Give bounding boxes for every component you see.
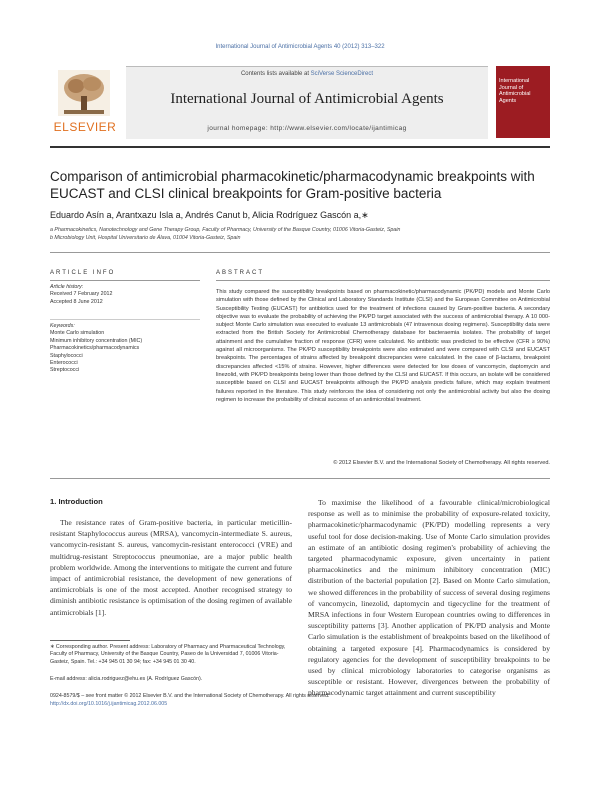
cover-title: International Journal of Antimicrobial Agents <box>499 78 531 104</box>
keyword-item: Streptococci <box>50 367 80 374</box>
intro-right-paragraph: To maximise the likelihood of a favourable clinical/microbiological response as well as to minimise the probability of exposure-related toxicity, pharmacokinetic/pharmacodynamic (PK/PD) modelling represents a very useful tool for dose decision-making. Use of Monte Carlo simulation provides an estimate of an antibiotic dosing regimen's probability of achieving the targeted pharmacodynamic exposure, given uncertainty in patient pharmacokinetics and the minimum inhibitory concentration (MIC) distribution of the bacterial population [2]. Based on Monte Carlo simulation, we showed differences in the probability of success of several dosing regimens of vancomycin, linezolid, daptomycin and tigecycline for the treatment of MRSA infections in four Western European countries owing to differences in susceptibility patterns [3]. Another application of PK/PD analysis and Monte Carlo simulation is the establishment of breakpoints based on the likelihood of obtaining a targeted exposure [4]. Pharmacodynamics is considered by regulatory agencies for the development of susceptibility breakpoints to be used by clinical microbiology laboratories to categorise organisms as susceptible or resistant. However, divergences between the probability of pharmacodynamic target attainment and current susceptibility <box>308 498 550 698</box>
footnote-rule <box>50 640 130 641</box>
article-history <box>50 284 200 306</box>
email-footnote[interactable] <box>50 676 292 683</box>
accepted-date: Accepted 8 June 2012 <box>50 298 103 305</box>
intro-left-paragraph: The resistance rates of Gram-positive bacteria, in particular meticillin-resistant Staphylococcus aureus (MRSA), vancomycin-intermediate S. aureus, vancomycin-resistant S. aureus, vancomycin-resistant enterococci (VRE) and multidrug-resistant Streptococcus pneumoniae, are a major public health problem worldwide. Among the interventions to mitigate the current and future impact of antimicrobial resistance, the development of new generations of antimicrobials is one of the most accepted. Another recognised strategy to diminish antibiotic resistance is optimisation of the dosing regimen of available antimicrobials [1]. <box>50 518 292 617</box>
doi-link[interactable]: http://dx.doi.org/10.1016/j.ijantimicag.2012.06.005 <box>50 701 168 707</box>
keyword-item: Staphylococci <box>50 352 83 359</box>
journal-cover-thumbnail <box>496 66 550 138</box>
author-list: Eduardo Asín a, Arantxazu Isla a, Andrés Canut b, Alicia Rodríguez Gascón a,∗ <box>50 210 369 220</box>
abstract-copyright: © 2012 Elsevier B.V. and the International Society of Chemotherapy. All rights reserved. <box>333 460 550 466</box>
contents-line <box>126 71 488 77</box>
sciencedirect-link[interactable]: SciVerse ScienceDirect <box>310 71 374 77</box>
keywords-label: Keywords: <box>50 323 75 329</box>
abstract-body: This study compared the susceptibility breakpoints based on pharmacokinetic/pharmacodynamic (PK/PD) models and Monte Carlo simulation with those defined by the Clinical and Laboratory Standards Institute (CLSI) and the European Committee on Antimicrobial Susceptibility Testing (EUCAST) for antibiotics used for the treatment of infections caused by Gram-positive bacteria. A secondary objective was to evaluate the probability of achieving the PK/PD target associated with the success of antimicrobial therapy. A 10 000-subject Monte Carlo simulation was executed to evaluate 13 antimicrobials (47 intravenous dosing regimens). Susceptibility data were extracted from the British Society for Antimicrobial Chemotherapy database for bacteraemia isolates. The probability of target attainment and the cumulative fraction of response (CFR) were calculated. No antibiotic was predicted to be effective (CFR ≥ 90%) against all microorganisms. The PK/PD susceptibility breakpoints were also estimated and were compared with CLSI and EUCAST breakpoints. The percentages of strains affected by breakpoint discrepancies were calculated. In the case of β-lactams, breakpoint discrepancies affected <15% of strains. However, higher differences were detected for low doses of vancomycin, daptomycin and linezolid, with PK/PD breakpoints being lower than those defined by the CLSI and EUCAST. If this occurs, an isolate will be considered susceptible based on CLSI and EUCAST breakpoints although the PK/PD analysis predicts failure, which may explain treatment failures reported in the literature. This study reinforces the idea of considering not only the antimicrobial activity but also the dosing regimen to increase the probability of clinical success of an antimicrobial treatment. <box>216 289 550 403</box>
introduction-heading: 1. Introduction <box>50 497 103 506</box>
affiliation-a: a Pharmacokinetics, Nanotechnology and Gene Therapy Group, Faculty of Pharmacy, University of the Basque Country, 01006 Vitoria-Gasteiz, Spain <box>50 227 401 233</box>
publisher-logo <box>50 66 120 138</box>
abstract-rule <box>216 280 550 281</box>
elsevier-tree-icon <box>58 70 110 116</box>
affiliation-b: b Microbiology Unit, Hospital Universitario de Álava, 01004 Vitoria-Gasteiz, Spain <box>50 235 241 241</box>
article-info-rule <box>50 280 200 281</box>
journal-masthead <box>50 66 550 142</box>
article-info-heading: ARTICLE INFO <box>50 270 116 276</box>
section-rule <box>50 252 550 253</box>
keyword-item: Enterococci <box>50 360 78 367</box>
journal-homepage[interactable]: journal homepage: http://www.elsevier.com/locate/ijantimicag <box>207 125 407 132</box>
contents-prefix: Contents lists available at <box>240 71 311 77</box>
history-label: Article history: <box>50 284 84 290</box>
corresponding-footnote: ∗ Corresponding author. Present address: Laboratory of Pharmacy and Pharmaceutical Technology, Faculty of Pharmacy, University of the Basque Country, Paseo de la Universidad 7, 01006 Vitoria-Gasteiz, Spain. Tel.: +34 945 01 30 94; fax: +34 945 01 30 40. <box>50 644 286 665</box>
keyword-item: Minimum inhibitory concentration (MIC) <box>50 337 143 344</box>
keyword-item: Monte Carlo simulation <box>50 330 105 337</box>
journal-info-box <box>126 66 488 139</box>
keyword-item: Pharmacokinetics/pharmacodynamics <box>50 345 140 352</box>
abstract-heading: ABSTRACT <box>216 270 265 276</box>
publisher-name: ELSEVIER <box>53 120 117 134</box>
keywords-block <box>50 323 200 375</box>
masthead-rule <box>50 146 550 148</box>
keywords-rule <box>50 319 200 320</box>
issn-line: 0924-8579/$ – see front matter © 2012 Elsevier B.V. and the International Society of Chemotherapy. All rights reserved. <box>50 693 330 699</box>
journal-title: International Journal of Antimicrobial Agents <box>170 91 444 107</box>
running-head[interactable]: International Journal of Antimicrobial Agents 40 (2012) 313–322 <box>215 44 385 50</box>
article-title: Comparison of antimicrobial pharmacokinetic/pharmacodynamic breakpoints with EUCAST and CLSI clinical breakpoints for Gram-positive bacteria <box>50 169 535 201</box>
email-text[interactable]: E-mail address: alicia.rodriguez@ehu.es (A. Rodríguez Gascón). <box>50 676 203 682</box>
abstract-bottom-rule <box>50 478 550 479</box>
received-date: Received 7 February 2012 <box>50 291 113 298</box>
